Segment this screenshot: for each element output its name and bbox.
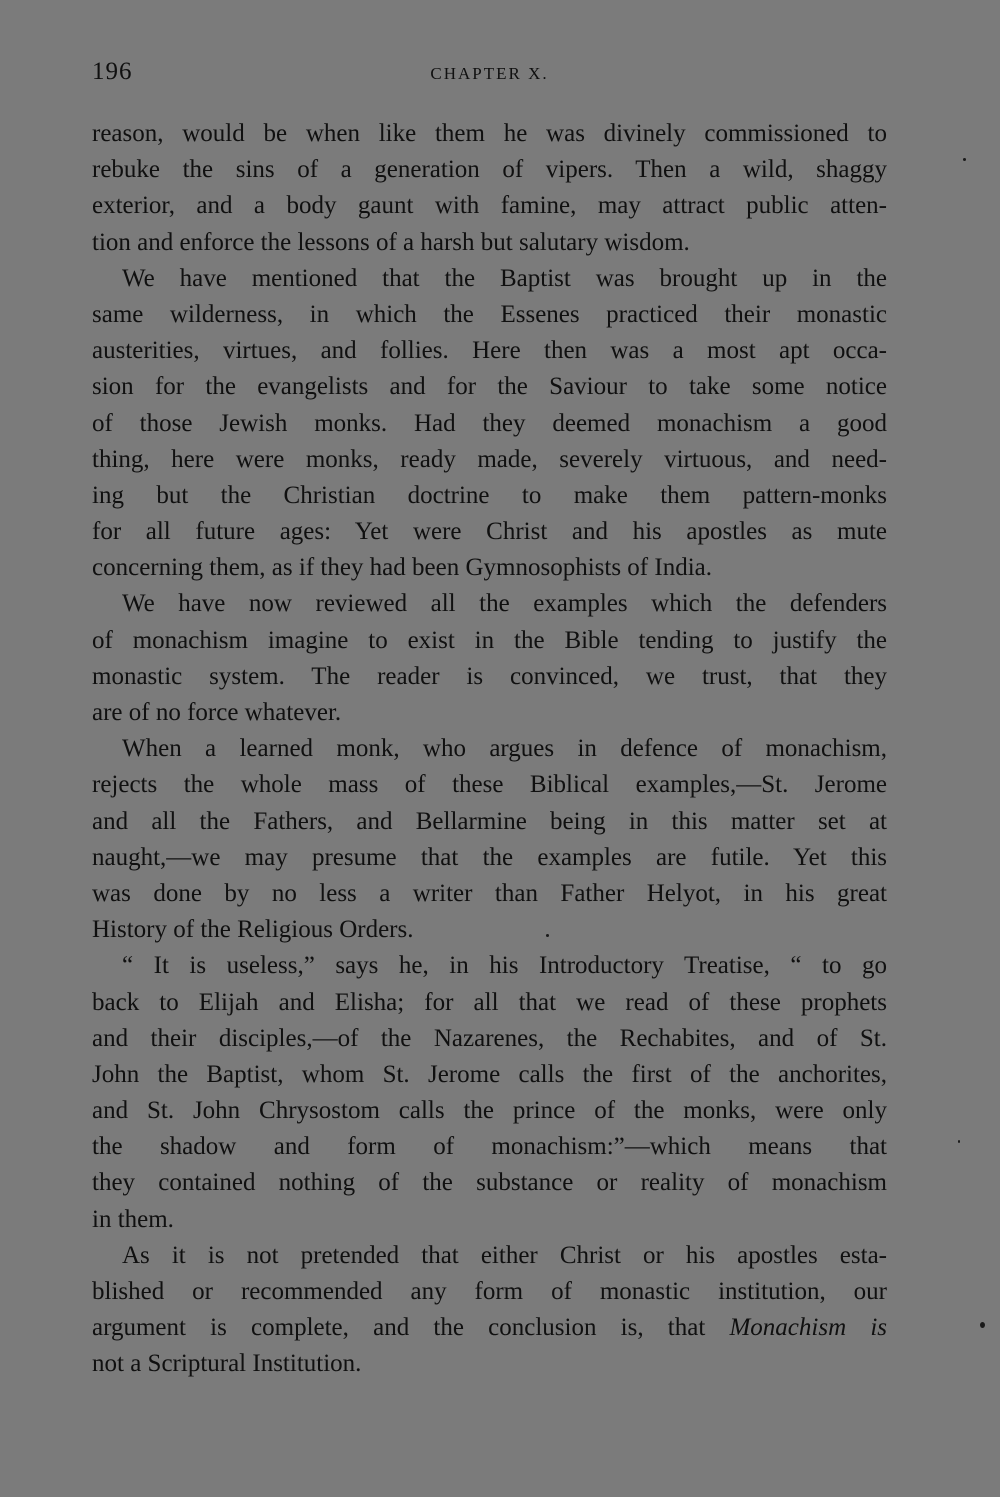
text-line: thing, here were monks, ready made, severely virtuous, and need- — [92, 445, 887, 473]
text-line: “ It is useless,” says he, in his Introductory Treatise, “ to go — [122, 952, 887, 980]
text-line: monastic system. The reader is convinced, we trust, that they — [92, 662, 887, 690]
text-line: History of the Religious Orders. — [92, 916, 414, 944]
text-line: rejects the whole mass of these Biblical examples,—St. Jerome — [92, 771, 887, 799]
text-line: John the Baptist, whom St. Jerome calls the first of the anchorites, — [92, 1060, 887, 1088]
text-line: sion for the evangelists and for the Saviour to take some notice — [92, 373, 887, 401]
italic-closing-line: not a Scriptural Institution. — [92, 1350, 362, 1378]
text-line: As it is not pretended that either Christ or his apostles esta- — [122, 1241, 887, 1269]
text-line: When a learned monk, who argues in defence of monachism, — [122, 735, 887, 763]
text-line: and all the Fathers, and Bellarmine being in this matter set at — [92, 807, 887, 835]
text-line: same wilderness, in which the Essenes practiced their monastic — [92, 300, 887, 328]
text-line: We have mentioned that the Baptist was brought up in the — [122, 264, 887, 292]
text-line: blished or recommended any form of monastic institution, our — [92, 1278, 887, 1305]
scan-speck — [546, 934, 549, 937]
page-header — [92, 58, 887, 92]
italic-phrase: Monachism is — [729, 1314, 888, 1342]
page-number: 196 — [92, 58, 133, 85]
text-line: they contained nothing of the substance or reality of monachism — [92, 1169, 887, 1197]
text-line: the shadow and form of monachism:”—which means that — [92, 1133, 887, 1161]
text-line: and St. John Chrysostom calls the prince of the monks, were only — [92, 1097, 887, 1125]
text-line: concerning them, as if they had been Gymnosophists of India. — [92, 554, 712, 582]
text-line: tion and enforce the lessons of a harsh but salutary wisdom. — [92, 228, 690, 256]
text-line: for all future ages: Yet were Christ and his apostles as mute — [92, 518, 887, 546]
text-line: are of no force whatever. — [92, 699, 342, 726]
text-line: was done by no less a writer than Father Helyot, in his great — [92, 879, 887, 907]
text-line: of monachism imagine to exist in the Bible tending to justify the — [92, 626, 887, 654]
text-line: naught,—we may presume that the examples are futile. Yet this — [92, 843, 887, 871]
text-line-roman: argument is complete, and the conclusion is, that — [92, 1314, 706, 1342]
scan-speck — [958, 1140, 960, 1143]
text-line: back to Elijah and Elisha; for all that we read of these prophets — [92, 988, 887, 1016]
body-text — [92, 116, 887, 1383]
scan-speck — [980, 1322, 985, 1328]
text-line: rebuke the sins of a generation of vipers. Then a wild, shaggy — [92, 156, 887, 184]
text-line: austerities, virtues, and follies. Here then was a most apt occa- — [92, 337, 887, 365]
running-head: CHAPTER X. — [430, 64, 549, 83]
text-line: We have now reviewed all the examples which the defenders — [122, 590, 887, 618]
text-line: reason, would be when like them he was divinely commissioned to — [92, 120, 887, 147]
text-line — [92, 1310, 887, 1346]
text-line: exterior, and a body gaunt with famine, may attract public atten- — [92, 192, 887, 220]
text-line: and their disciples,—of the Nazarenes, the Rechabites, and of St. — [92, 1024, 887, 1052]
text-line: of those Jewish monks. Had they deemed monachism a good — [92, 409, 887, 437]
scan-speck — [963, 158, 966, 161]
text-line: ing but the Christian doctrine to make them pattern-monks — [92, 481, 887, 509]
text-line: in them. — [92, 1205, 174, 1233]
